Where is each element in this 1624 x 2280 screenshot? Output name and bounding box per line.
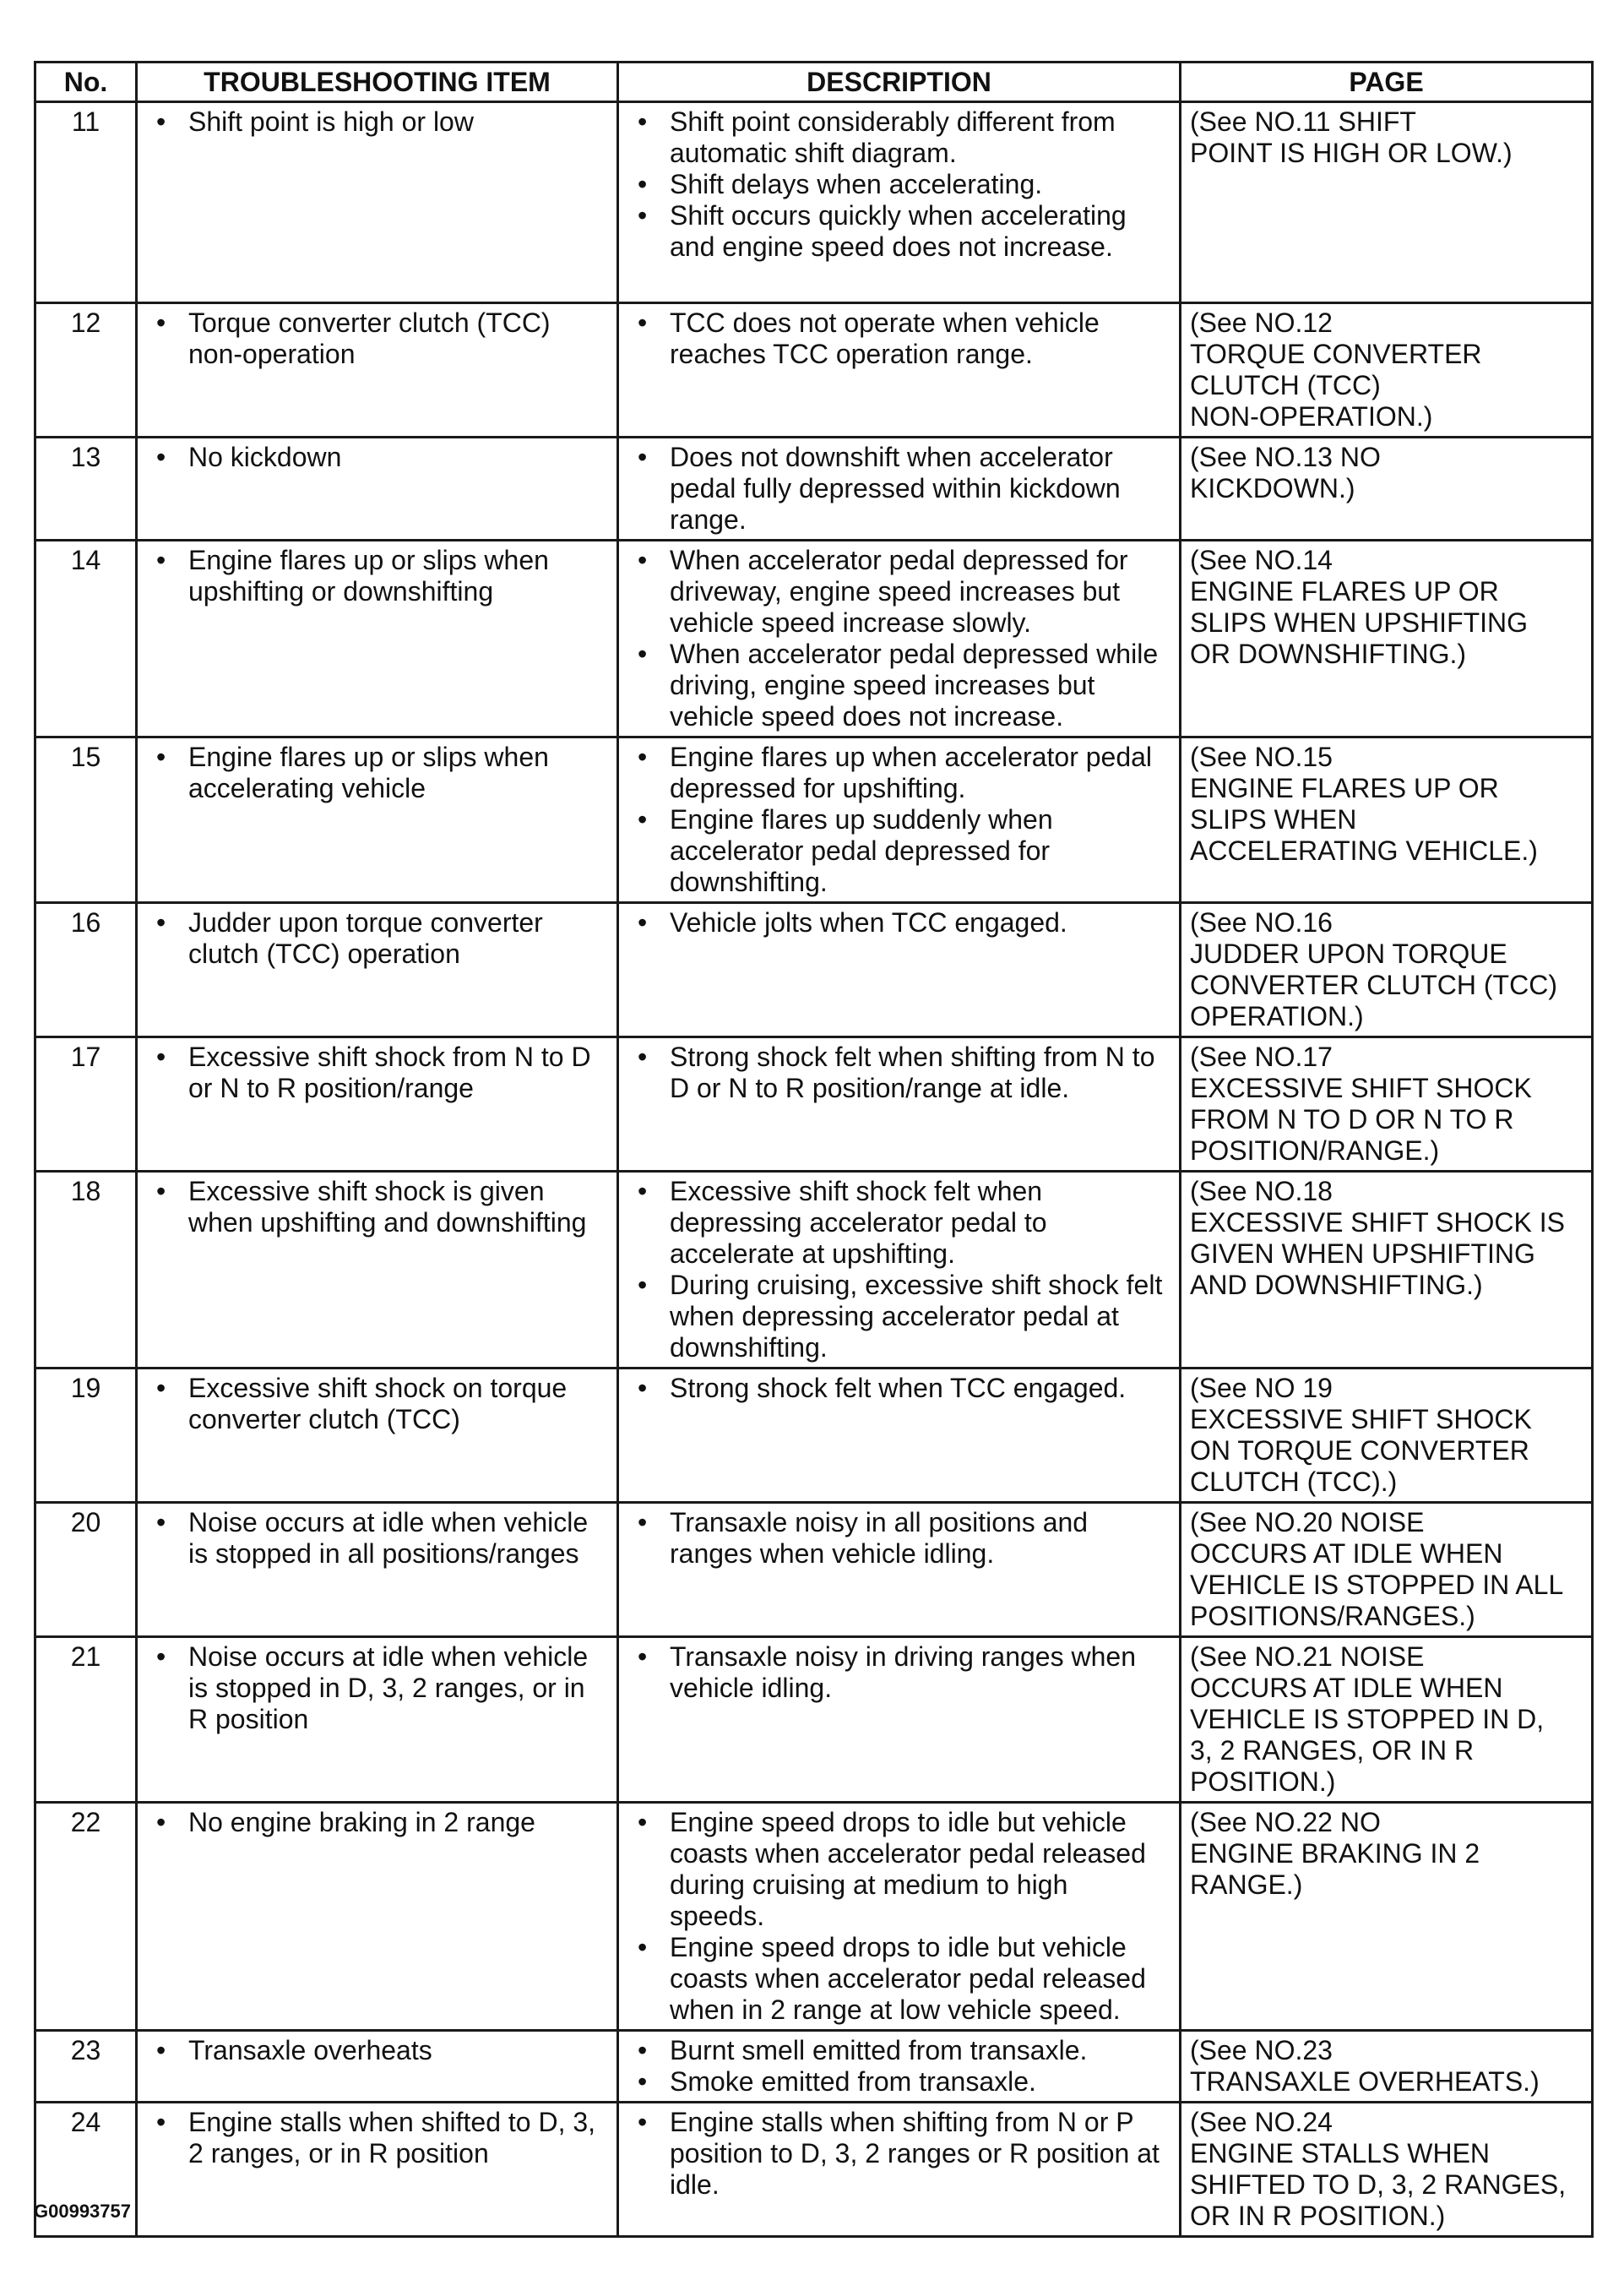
page-reference-cell [1181,2031,1593,2103]
description-cell [618,1503,1181,1637]
row-number: 14 [35,541,137,737]
description-item: • Does not downshift when accelerator pedal fully depressed within kickdown range. [631,442,1167,536]
page-reference: (See NO 19 EXCESSIVE SHIFT SHOCK ON TORQUE CONVERTER CLUTCH (TCC).) [1190,1373,1532,1497]
row-number: 23 [35,2031,137,2103]
page-reference-cell [1181,303,1593,438]
row-number: 21 [35,1637,137,1803]
description-cell [618,1037,1181,1172]
troubleshooting-item: • Excessive shift shock is given when upshifting and downshifting [149,1176,605,1238]
table-row [35,102,1593,303]
row-number: 19 [35,1369,137,1503]
table-row [35,1172,1593,1369]
page-reference-cell [1181,1037,1593,1172]
troubleshooting-item-cell [137,1637,618,1803]
table-body [35,102,1593,2237]
row-number: 24 [35,2103,137,2237]
table-row [35,903,1593,1037]
page-reference-cell [1181,541,1593,737]
page-reference-cell [1181,1369,1593,1503]
troubleshooting-item-cell [137,1172,618,1369]
table-row [35,541,1593,737]
row-number: 13 [35,438,137,541]
description-item: • Strong shock felt when TCC engaged. [631,1373,1167,1404]
description-cell [618,1637,1181,1803]
troubleshooting-item: • Transaxle overheats [149,2035,605,2066]
row-number: 17 [35,1037,137,1172]
page-reference-cell [1181,2103,1593,2237]
description-item: • Engine speed drops to idle but vehicle coasts when accelerator pedal released when in 2 range at low vehicle speed. [631,1932,1167,2026]
description-cell [618,1369,1181,1503]
page-reference: (See NO.14 ENGINE FLARES UP OR SLIPS WHEN UPSHIFTING OR DOWNSHIFTING.) [1190,545,1529,669]
troubleshooting-item: • No engine braking in 2 range [149,1807,605,1838]
row-number: 12 [35,303,137,438]
page-reference: (See NO.12 TORQUE CONVERTER CLUTCH (TCC) NON-OPERATION.) [1190,307,1482,432]
table-row [35,1369,1593,1503]
row-number: 16 [35,903,137,1037]
troubleshooting-item-cell [137,903,618,1037]
table-row [35,1803,1593,2031]
header-troubleshooting-item: TROUBLESHOOTING ITEM [137,63,618,102]
page-reference-cell [1181,1803,1593,2031]
table-row [35,2031,1593,2103]
description-item: • Engine flares up when accelerator pedal depressed for upshifting. [631,742,1167,804]
page-reference: (See NO.24 ENGINE STALLS WHEN SHIFTED TO D, 3, 2 RANGES, OR IN R POSITION.) [1190,2107,1567,2231]
page-reference: (See NO.15 ENGINE FLARES UP OR SLIPS WHEN ACCELERATING VEHICLE.) [1190,742,1538,866]
troubleshooting-item: • Torque converter clutch (TCC) non-operation [149,307,605,370]
description-item: • During cruising, excessive shift shock felt when depressing accelerator pedal at downshifting. [631,1270,1167,1363]
figure-code: G00993757 [34,2201,131,2222]
description-cell [618,903,1181,1037]
troubleshooting-item: • Engine flares up or slips when accelerating vehicle [149,742,605,804]
row-number: 20 [35,1503,137,1637]
troubleshooting-item-cell [137,303,618,438]
troubleshooting-document [34,61,1591,2238]
description-item: • Shift point considerably different from automatic shift diagram. [631,106,1167,169]
page-reference-cell [1181,1503,1593,1637]
page-reference-cell [1181,438,1593,541]
description-item: • Shift delays when accelerating. [631,169,1167,200]
table-row [35,303,1593,438]
description-cell [618,102,1181,303]
page-reference: (See NO.18 EXCESSIVE SHIFT SHOCK IS GIVEN WHEN UPSHIFTING AND DOWNSHIFTING.) [1190,1176,1565,1300]
description-cell [618,2031,1181,2103]
table-header-row [35,63,1593,102]
description-item: • When accelerator pedal depressed for driveway, engine speed increases but vehicle speed increase slowly. [631,545,1167,639]
troubleshooting-item-cell [137,1037,618,1172]
table-row [35,737,1593,903]
description-item: • Engine stalls when shifting from N or P position to D, 3, 2 ranges or R position at idle. [631,2107,1167,2201]
description-cell [618,1172,1181,1369]
troubleshooting-item: • Engine stalls when shifted to D, 3, 2 ranges, or in R position [149,2107,605,2169]
troubleshooting-item-cell [137,2103,618,2237]
troubleshooting-item: • Excessive shift shock from N to D or N to R position/range [149,1042,605,1104]
table-row [35,438,1593,541]
page-reference-cell [1181,1637,1593,1803]
description-item: • Transaxle noisy in all positions and ranges when vehicle idling. [631,1507,1167,1570]
page-reference-cell [1181,903,1593,1037]
page-reference-cell [1181,102,1593,303]
troubleshooting-item-cell [137,541,618,737]
troubleshooting-item: • Judder upon torque converter clutch (TCC) operation [149,907,605,970]
troubleshooting-item-cell [137,438,618,541]
troubleshooting-table [34,61,1594,2238]
troubleshooting-item: • Noise occurs at idle when vehicle is stopped in all positions/ranges [149,1507,605,1570]
header-description: DESCRIPTION [618,63,1181,102]
description-item: • Excessive shift shock felt when depressing accelerator pedal to accelerate at upshifting. [631,1176,1167,1270]
description-item: • Transaxle noisy in driving ranges when vehicle idling. [631,1641,1167,1704]
description-item: • TCC does not operate when vehicle reaches TCC operation range. [631,307,1167,370]
troubleshooting-item-cell [137,1369,618,1503]
table-row [35,1637,1593,1803]
description-cell [618,541,1181,737]
page-reference: (See NO.11 SHIFT POINT IS HIGH OR LOW.) [1190,106,1513,168]
table-row [35,1503,1593,1637]
table-row [35,1037,1593,1172]
header-page: PAGE [1181,63,1593,102]
page-reference-cell [1181,737,1593,903]
troubleshooting-item: • Excessive shift shock on torque converter clutch (TCC) [149,1373,605,1435]
description-item: • Vehicle jolts when TCC engaged. [631,907,1167,939]
troubleshooting-item: • Shift point is high or low [149,106,605,138]
page-reference: (See NO.17 EXCESSIVE SHIFT SHOCK FROM N TO D OR N TO R POSITION/RANGE.) [1190,1042,1532,1166]
description-item: • Shift occurs quickly when accelerating and engine speed does not increase. [631,200,1167,263]
table-row [35,2103,1593,2237]
description-cell [618,1803,1181,2031]
troubleshooting-item-cell [137,2031,618,2103]
description-cell [618,303,1181,438]
row-number: 22 [35,1803,137,2031]
troubleshooting-item-cell [137,102,618,303]
troubleshooting-item: • No kickdown [149,442,605,473]
page-reference: (See NO.13 NO KICKDOWN.) [1190,442,1381,503]
description-cell [618,2103,1181,2237]
description-cell [618,438,1181,541]
description-item: • Engine speed drops to idle but vehicle coasts when accelerator pedal released during cruising at medium to high speeds. [631,1807,1167,1932]
row-number: 15 [35,737,137,903]
description-item: • Engine flares up suddenly when accelerator pedal depressed for downshifting. [631,804,1167,898]
header-no: No. [35,63,137,102]
troubleshooting-item-cell [137,737,618,903]
troubleshooting-item: • Noise occurs at idle when vehicle is stopped in D, 3, 2 ranges, or in R position [149,1641,605,1735]
page-reference: (See NO.16 JUDDER UPON TORQUE CONVERTER CLUTCH (TCC) OPERATION.) [1190,907,1557,1031]
page-reference: (See NO.20 NOISE OCCURS AT IDLE WHEN VEHICLE IS STOPPED IN ALL POSITIONS/RANGES.) [1190,1507,1564,1631]
troubleshooting-item-cell [137,1503,618,1637]
troubleshooting-item: • Engine flares up or slips when upshifting or downshifting [149,545,605,607]
row-number: 18 [35,1172,137,1369]
page-reference: (See NO.23 TRANSAXLE OVERHEATS.) [1190,2035,1540,2097]
page-reference: (See NO.21 NOISE OCCURS AT IDLE WHEN VEHICLE IS STOPPED IN D, 3, 2 RANGES, OR IN R POSITION.) [1190,1641,1545,1797]
page-reference: (See NO.22 NO ENGINE BRAKING IN 2 RANGE.) [1190,1807,1480,1900]
row-number: 11 [35,102,137,303]
description-item: • Smoke emitted from transaxle. [631,2066,1167,2098]
page-reference-cell [1181,1172,1593,1369]
description-item: • Strong shock felt when shifting from N to D or N to R position/range at idle. [631,1042,1167,1104]
description-cell [618,737,1181,903]
description-item: • Burnt smell emitted from transaxle. [631,2035,1167,2066]
description-item: • When accelerator pedal depressed while driving, engine speed increases but vehicle speed does not increase. [631,639,1167,732]
troubleshooting-item-cell [137,1803,618,2031]
